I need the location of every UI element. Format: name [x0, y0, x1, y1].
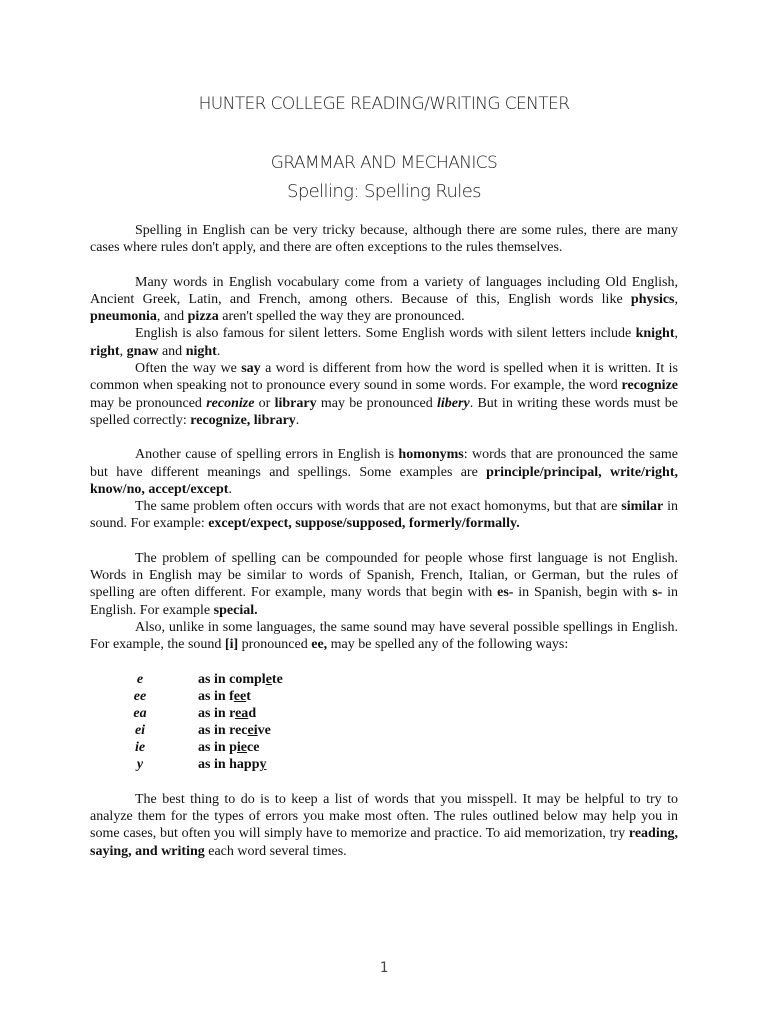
- page-number: 1: [379, 960, 389, 976]
- spelling-example: as in read: [198, 705, 257, 721]
- spelling-example: as in happy: [198, 757, 267, 773]
- paragraph-sound-spellings: Also, unlike in some languages, the same sound may have several possible spellings in English. For example, the sound [i] pronounced ee, may be spelled any of the following ways:: [90, 619, 678, 653]
- paragraph-languages: Many words in English vocabulary come from a variety of languages including Old English, Ancient Greek, Latin, and French, among others. Because of this, English words like physics, pneumonia, and pizza aren't spelled the way they are pronounced.: [90, 274, 678, 325]
- spelling-example: as in receive: [198, 723, 271, 739]
- spelling-key: ea: [133, 705, 147, 721]
- section-title: GRAMMAR AND MECHANICS: [270, 153, 498, 173]
- paragraph-first-language: The problem of spelling can be compounded for people whose first language is not English. Words in English may be similar to words of Spanish, French, Italian, or German, but the rules of spelling are often different. For example, many words that begin with es- in Spanish, begin with s- in English. For example special.: [90, 550, 679, 618]
- spelling-key: y: [136, 757, 144, 773]
- paragraph-advice: The best thing to do is to keep a list of words that you misspell. It may be helpful to try to analyze them for the types of errors you make most often. The rules outlined below may help you in some cases, but often you will simply have to memorize and practice. To aid memorization, try reading, saying, and writing each word several times.: [90, 791, 678, 859]
- list-item: [90, 688, 678, 705]
- spelling-key: ee: [133, 688, 147, 704]
- paragraph-intro: Spelling in English can be very tricky because, although there are some rules, there are many cases where rules don't apply, and there are often exceptions to the rules themselves.: [90, 223, 678, 256]
- paragraph-homonyms: Another cause of spelling errors in English is homonyms: words that are pronounced the same but have different meanings and spellings. Some examples are principle/principal, write/right, know/no, accept/except.: [90, 447, 679, 497]
- center-title: HUNTER COLLEGE READING/WRITING CENTER: [198, 94, 570, 114]
- list-item: [90, 756, 678, 773]
- spelling-key: ie: [134, 740, 146, 756]
- list-item: [90, 722, 678, 739]
- spelling-key: ei: [134, 723, 146, 739]
- topic-title: Spelling: Spelling Rules: [287, 181, 481, 202]
- spelling-example: as in feet: [198, 688, 251, 704]
- spelling-example: as in piece: [198, 740, 260, 756]
- list-item: [90, 739, 678, 756]
- list-item: [90, 671, 678, 688]
- spelling-list: [90, 671, 678, 774]
- paragraph-pronunciation: Often the way we say a word is different from how the word is spelled when it is written. It is common when speaking not to pronounce every sound in some words. For example, the word recognize may be pronounced reconize or library may be pronounced libery. But in writing these words must be spelled correctly: recognize, library.: [90, 361, 678, 428]
- body-text: [90, 222, 678, 860]
- paragraph-silent-letters: English is also famous for silent letters. Some English words with silent letters include knight, right, gnaw and night.: [90, 326, 678, 359]
- spelling-key: e: [136, 671, 144, 687]
- spelling-example: as in complete: [198, 671, 283, 687]
- list-item: [90, 705, 678, 722]
- paragraph-similar: The same problem often occurs with words that are not exact homonyms, but that are similar in sound. For example: except/expect, suppose/supposed, formerly/formally.: [90, 499, 679, 532]
